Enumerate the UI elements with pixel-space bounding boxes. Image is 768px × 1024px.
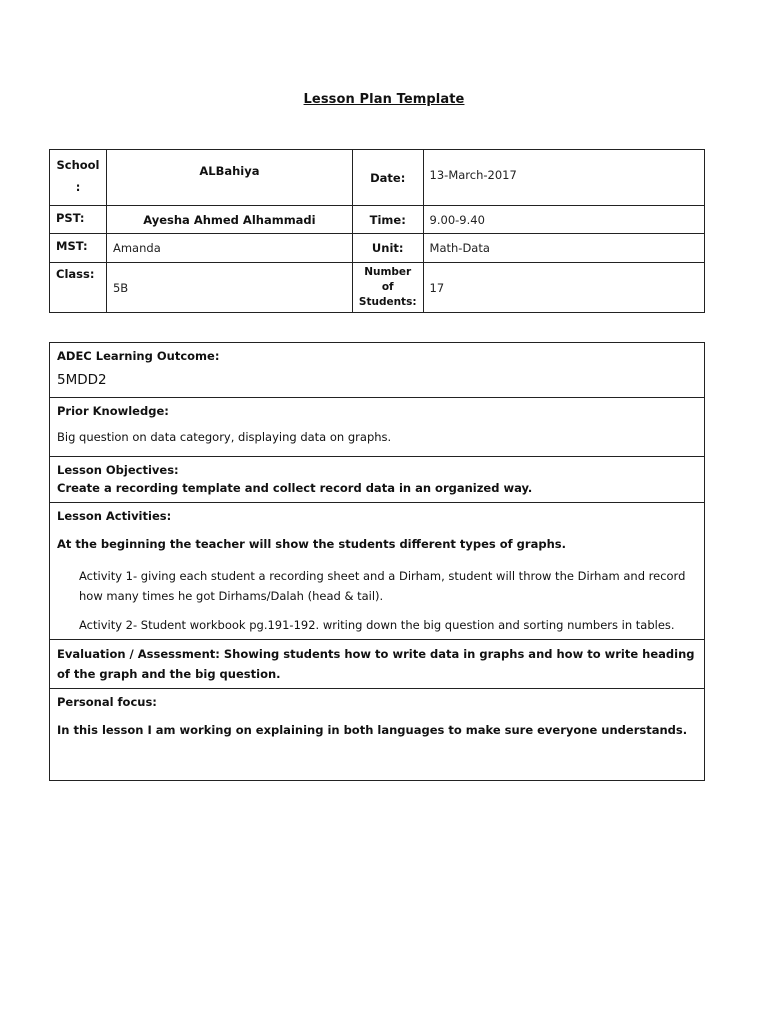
- school-label-colon: :: [75, 180, 81, 194]
- unit-label: Unit:: [352, 234, 423, 263]
- objectives-row: [50, 457, 705, 503]
- info-row-class: [50, 263, 705, 313]
- activities-row: [50, 503, 705, 640]
- class-value: 5B: [106, 263, 352, 313]
- mst-label: MST:: [50, 234, 107, 263]
- students-label-cell: [352, 263, 423, 313]
- activity-1: Activity 1- giving each student a recording sheet and a Dirham, student will throw the Dirham and record how many times he got Dirhams/Dalah (head & tail).: [79, 569, 686, 603]
- outcome-label: ADEC Learning Outcome:: [57, 349, 220, 363]
- evaluation-cell: [50, 640, 705, 689]
- prior-knowledge-row: [50, 398, 705, 457]
- date-label: Date:: [352, 150, 423, 206]
- objectives-value: Create a recording template and collect record data in an organized way.: [57, 481, 533, 495]
- students-label-line2: of: [381, 281, 394, 293]
- activities-label: Lesson Activities:: [57, 509, 172, 523]
- personal-focus-value: In this lesson I am working on explaining in both languages to make sure everyone understands.: [57, 723, 688, 737]
- outcome-cell: [50, 343, 705, 398]
- evaluation-text: Evaluation / Assessment: Showing students how to write data in graphs and how to write heading of the graph and the big question.: [57, 647, 695, 681]
- activities-intro: At the beginning the teacher will show the students different types of graphs.: [57, 537, 566, 551]
- class-label: Class:: [50, 263, 107, 313]
- personal-focus-row: [50, 689, 705, 781]
- evaluation-row: [50, 640, 705, 689]
- objectives-label: Lesson Objectives:: [57, 463, 179, 477]
- info-row-school: [50, 150, 705, 206]
- time-value: 9.00-9.40: [423, 206, 704, 234]
- personal-focus-label: Personal focus:: [57, 695, 157, 709]
- lesson-info-table: [49, 149, 705, 313]
- school-value: ALBahiya: [106, 150, 352, 206]
- students-value: 17: [423, 263, 704, 313]
- info-row-pst: [50, 206, 705, 234]
- objectives-cell: [50, 457, 705, 503]
- outcome-row: [50, 343, 705, 398]
- info-row-mst: [50, 234, 705, 263]
- prior-knowledge-label: Prior Knowledge:: [57, 404, 169, 418]
- activity-2: Activity 2- Student workbook pg.191-192. writing down the big question and sorting numbers in tables.: [79, 618, 675, 632]
- pst-label: PST:: [50, 206, 107, 234]
- mst-value: Amanda: [106, 234, 352, 263]
- pst-value: Ayesha Ahmed Alhammadi: [106, 206, 352, 234]
- document-title: Lesson Plan Template: [303, 92, 465, 107]
- personal-focus-cell: [50, 689, 705, 781]
- students-label-line3: Students:: [358, 296, 417, 308]
- outcome-value: 5MDD2: [57, 372, 107, 388]
- activities-cell: [50, 503, 705, 640]
- prior-knowledge-cell: [50, 398, 705, 457]
- time-label: Time:: [352, 206, 423, 234]
- students-label-line1: Number: [364, 266, 412, 278]
- school-label: School: [56, 158, 100, 172]
- lesson-details-table: [49, 342, 705, 781]
- school-label-cell: [50, 150, 107, 206]
- unit-value: Math-Data: [423, 234, 704, 263]
- prior-knowledge-value: Big question on data category, displaying data on graphs.: [57, 430, 392, 444]
- date-value: 13-March-2017: [423, 150, 704, 206]
